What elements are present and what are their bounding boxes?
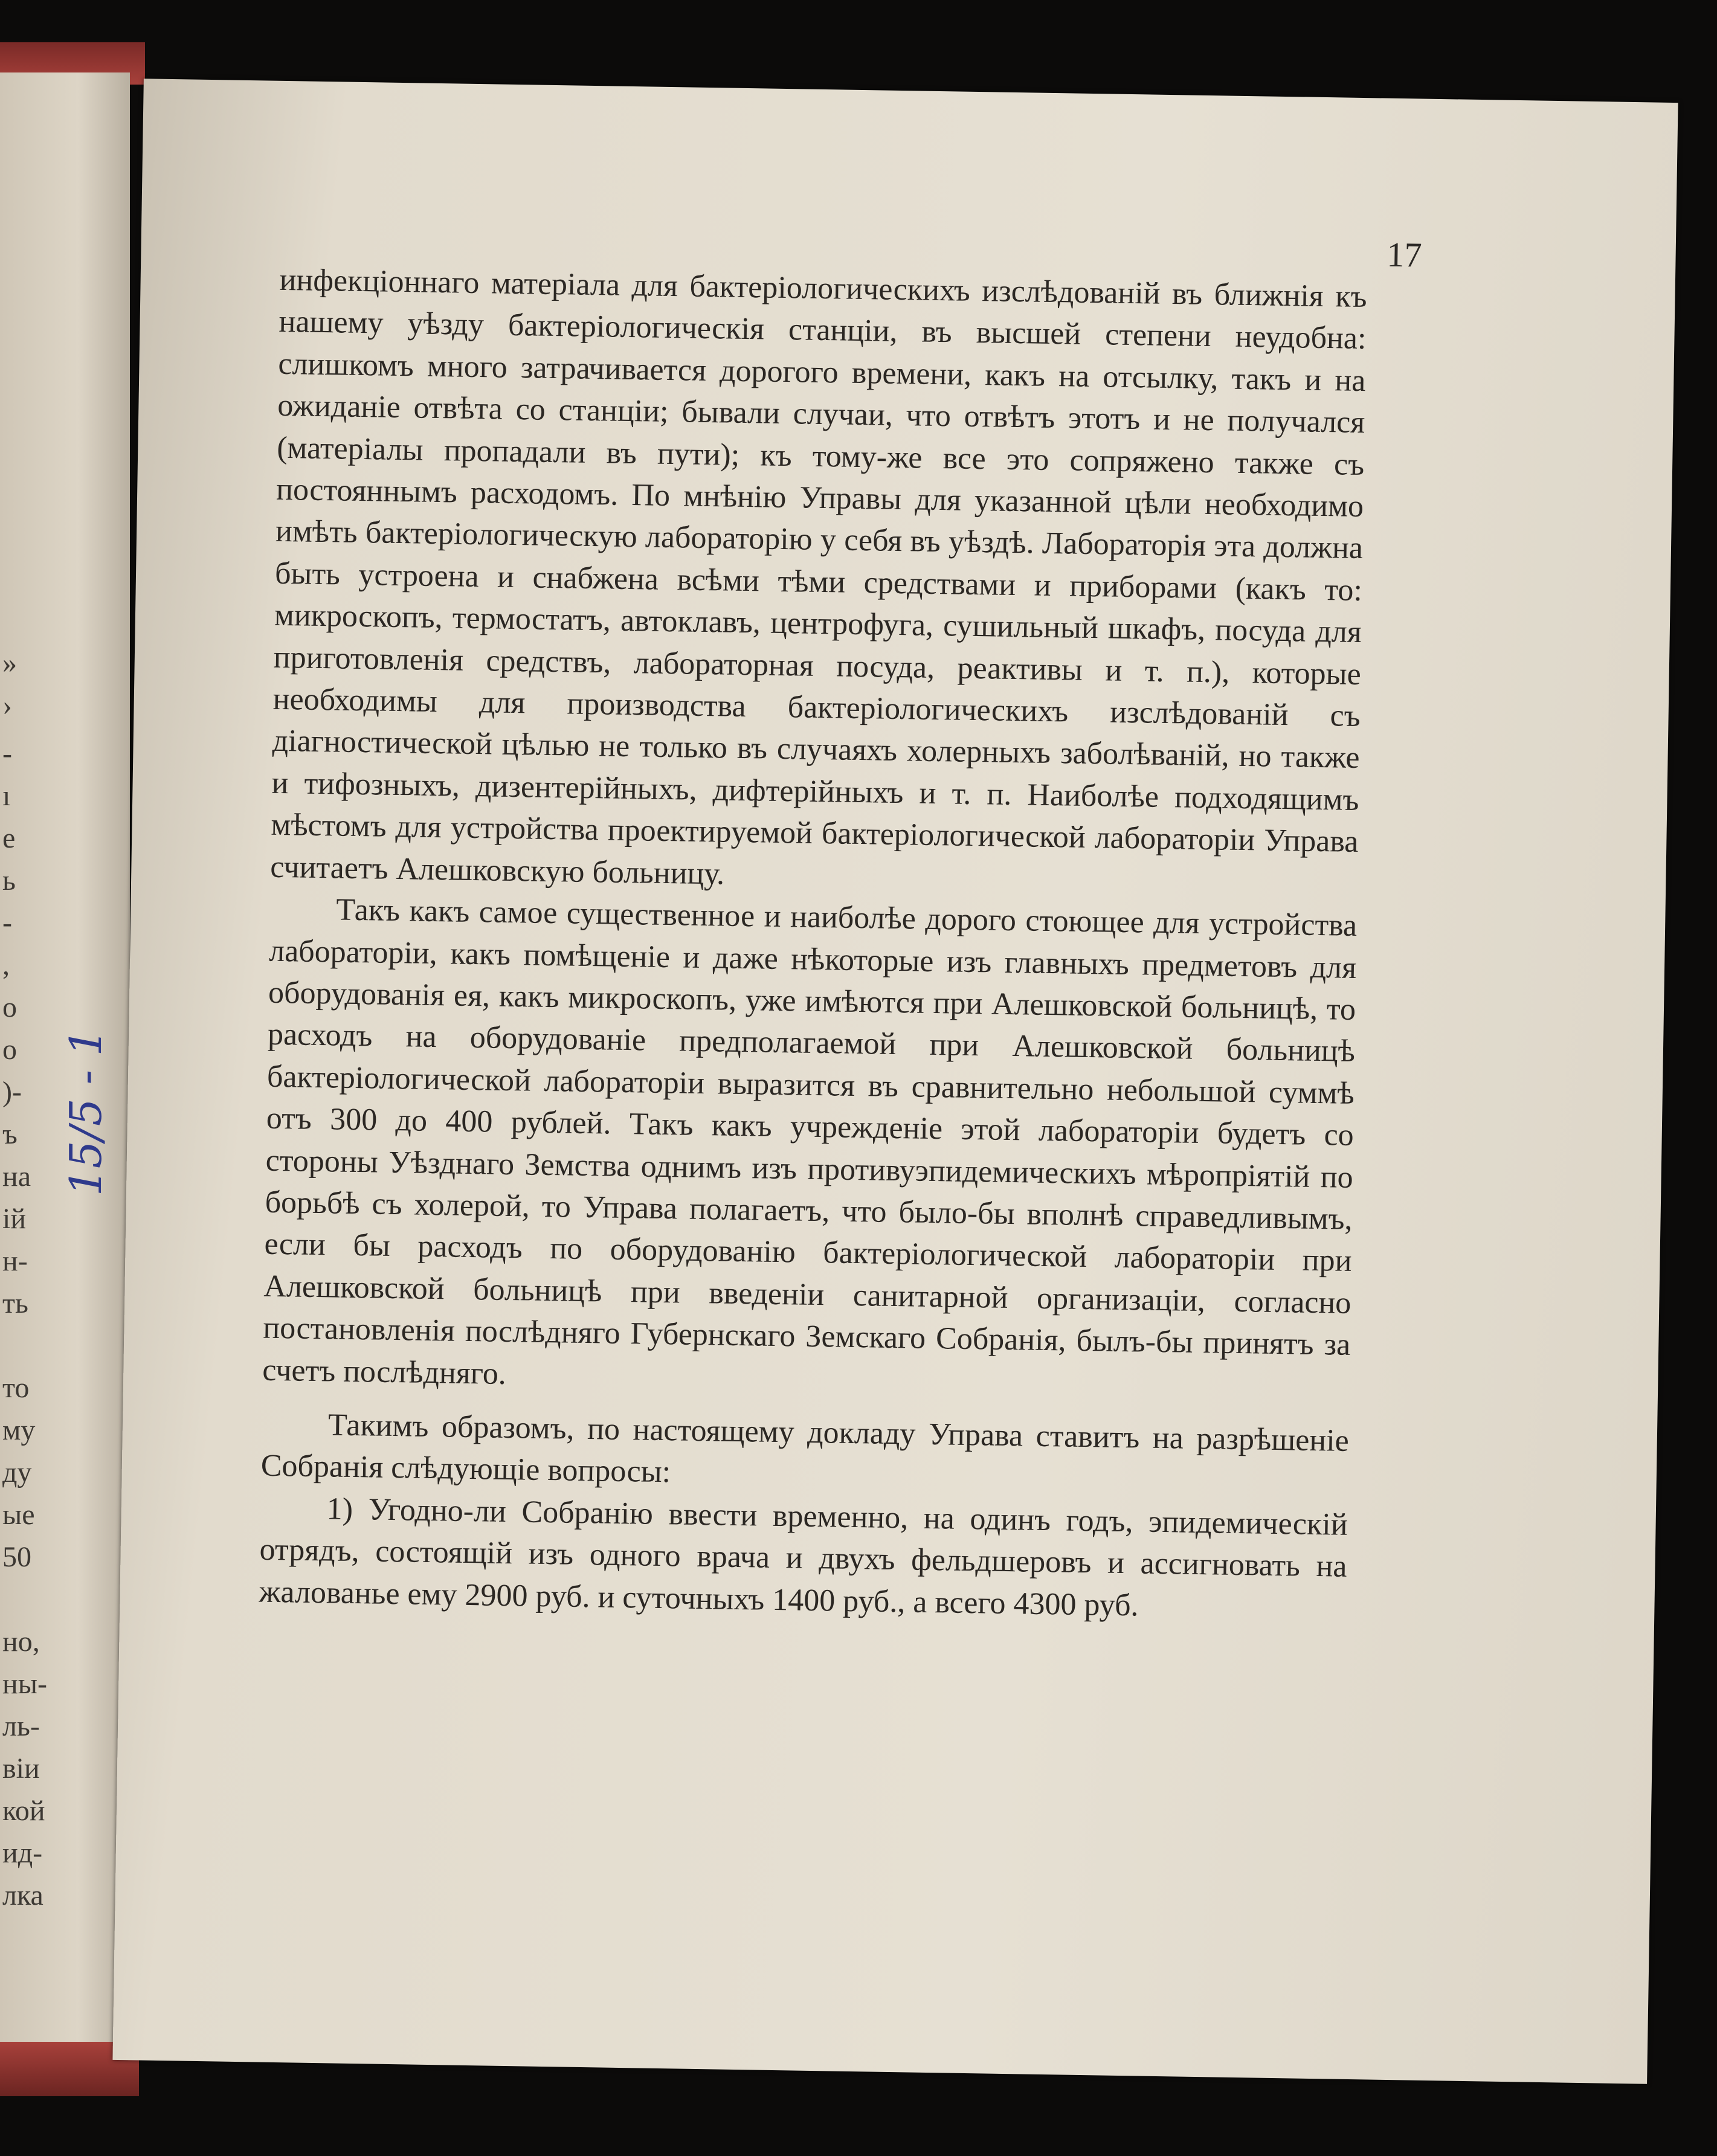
left-fragment: ь	[2, 864, 16, 896]
left-fragment: ı	[2, 780, 11, 812]
paragraph: 1) Угодно-ли Собранію ввести временно, на одинъ годъ, эпидемическій отрядъ, состоящій изъ одного врача и двухъ фельдшеровъ и ассигновать на жалованье ему 2900 руб. и суточныхъ 1400 руб., а всего 4300 руб.	[259, 1492, 1348, 1623]
left-fragment: то	[2, 1372, 30, 1404]
left-fragment: »	[2, 647, 17, 679]
left-fragment: -	[2, 907, 12, 939]
left-fragment: ,	[2, 949, 10, 981]
left-fragment: ны-	[2, 1668, 47, 1700]
left-fragment: ид-	[2, 1837, 43, 1869]
paragraph: Такимъ образомъ, по настоящему докладу Управа ставитъ на разрѣшеніе Собранія слѣдующіе вопросы:	[260, 1408, 1350, 1490]
left-fragment: ›	[2, 689, 12, 721]
left-fragment: о	[2, 1034, 17, 1066]
left-fragment: -	[2, 738, 12, 770]
left-fragment: віи	[2, 1752, 40, 1784]
left-fragment: на	[2, 1160, 31, 1192]
left-fragment: ій	[2, 1203, 27, 1235]
left-fragment: е	[2, 822, 16, 854]
left-fragment: )-	[2, 1076, 22, 1108]
left-fragment: ые	[2, 1499, 35, 1531]
left-fragment: ду	[2, 1456, 32, 1488]
left-fragment: о	[2, 991, 17, 1023]
left-fragment: лка	[2, 1879, 43, 1911]
paragraph: инфекціоннаго матеріала для бактеріологическихъ изслѣдованій въ ближнія къ нашему уѣзду бактеріологическія станціи, въ высшей степени неудобна: слишкомъ много затрачивается дорогого времени, какъ на отсылку, такъ и на ожиданіе отвѣта со станціи; бывали случаи, что отвѣтъ этотъ и не получался (матеріалы пропадали въ пути); къ тому-же все это сопряжено также съ постояннымъ расходомъ. По мнѣнію Управы для указанной цѣли необходимо имѣть бактеріологическую лабораторію у себя въ уѣздѣ. Лабораторія эта должна быть устроена и снабжена всѣми тѣми средствами и приборами (какъ то: микроскопъ, термостатъ, автоклавъ, центрофуга, сушильный шкафъ, посуда для приготовленія средствъ, лабораторная посуда, реактивы и т. п.), которые необходимы для производства бактеріологическихъ изслѣдованій съ діагностической цѣлью не только въ случаяхъ холерныхъ заболѣваній, но также и тифозныхъ, дизентерійныхъ, дифтерійныхъ и т. п. Наиболѣе подходящимъ мѣстомъ для устройства проектируемой бактеріологической лабораторіи Управа считаетъ Алешковскую больницу.	[270, 262, 1367, 892]
left-fragment: ль-	[2, 1710, 40, 1742]
book-page	[112, 79, 1678, 2084]
left-fragment: 50	[2, 1541, 31, 1573]
left-fragment: ъ	[2, 1118, 18, 1150]
left-fragment: н-	[2, 1245, 28, 1277]
page-body	[259, 259, 1367, 1630]
left-fragment: но,	[2, 1626, 40, 1658]
page-number: 17	[1387, 234, 1423, 275]
handwritten-note: 15/5 - 1	[60, 1028, 111, 1196]
paragraph: Такъ какъ самое существенное и наиболѣе дорого стоющее для устройства лабораторіи, какъ помѣщеніе и даже нѣкоторые изъ главныхъ предметовъ для оборудованія ея, какъ микроскопъ, уже имѣются при Алешковской больницѣ, то расходъ на оборудованіе предполагаемой при Алешковской больницѣ бактеріологической лабораторіи выразится въ сравнительно небольшой суммѣ отъ 300 до 400 рублей. Такъ какъ учрежденіе этой лабораторіи будетъ со стороны Уѣзднаго Земства однимъ изъ противуэпидемическихъ мѣропріятій по борьбѣ съ холерой, то Управа полагаетъ, что было-бы вполнѣ справедливымъ, если бы расходъ по оборудованію бактеріологической лабораторіи при Алешковской больницѣ при введеніи санитарной организаціи, согласно постановленія послѣдняго Губернскаго Земскаго Собранія, былъ-бы принятъ за счетъ послѣдняго.	[262, 892, 1358, 1391]
left-fragment: му	[2, 1414, 36, 1446]
left-fragment: ть	[2, 1287, 28, 1319]
left-fragment: кой	[2, 1795, 45, 1827]
